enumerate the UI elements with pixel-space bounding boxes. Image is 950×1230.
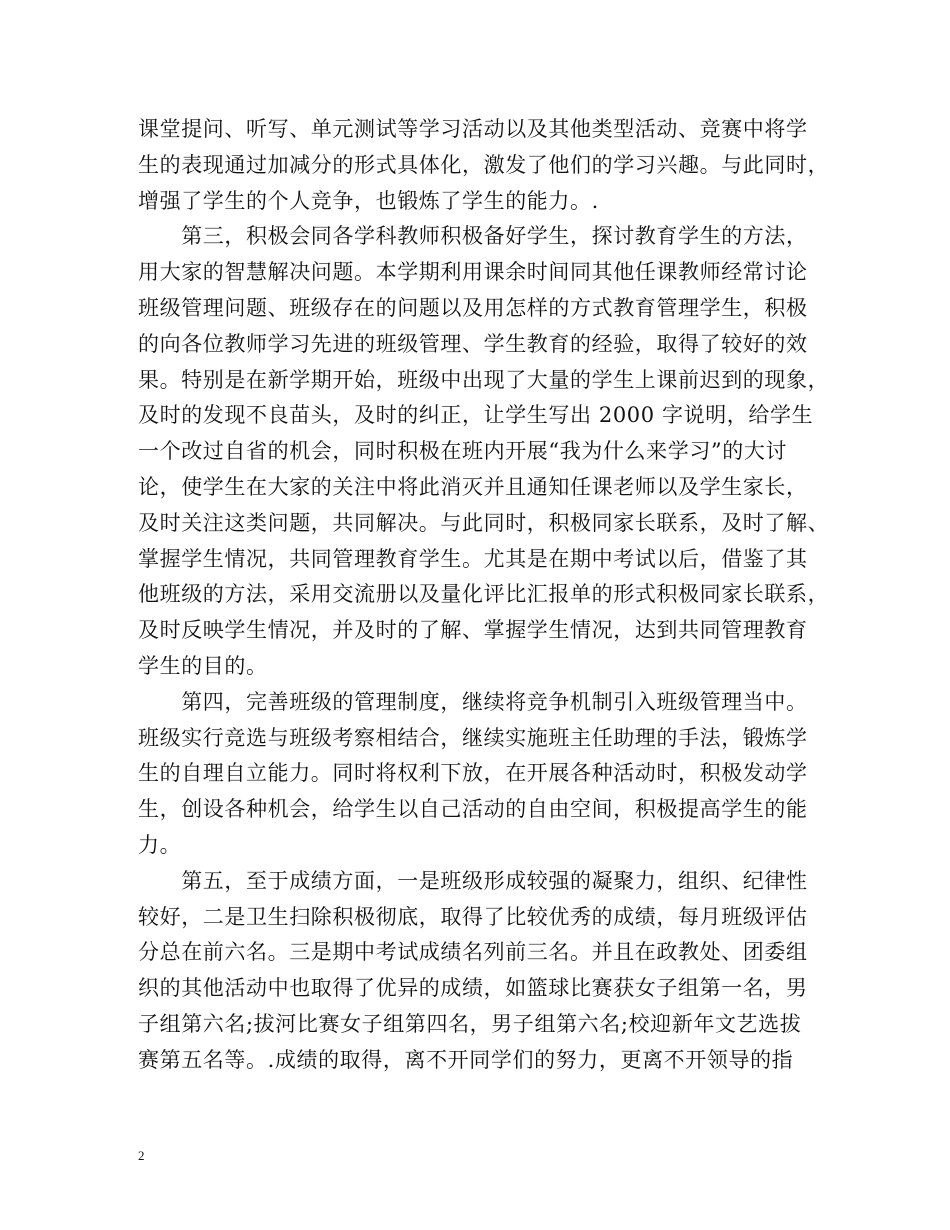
text-line: 一个改过自省的机会，同时积极在班内开展“我为什么来学习”的大讨 <box>138 439 788 464</box>
text-line: 用大家的智慧解决问题。本学期利用课余时间同其他任课教师经常讨论 <box>138 260 808 285</box>
text-line: 第四，完善班级的管理制度，继续将竞争机制引入班级管理当中。 <box>138 689 808 714</box>
text-line: 班级管理问题、班级存在的问题以及用怎样的方式教育管理学生，积极 <box>138 295 808 320</box>
text-line: 第三，积极会同各学科教师积极备好学生，探讨教育学生的方法， <box>138 224 808 249</box>
text-line: 生的表现通过加减分的形式具体化，激发了他们的学习兴趣。与此同时， <box>138 152 830 177</box>
text-line: 分总在前六名。三是期中考试成绩名列前三名。并且在政教处、团委组 <box>138 940 808 965</box>
text-line: 较好，二是卫生扫除积极彻底，取得了比较优秀的成绩，每月班级评估 <box>138 904 808 929</box>
text-line: 力。 <box>138 832 182 857</box>
text-line: 论，使学生在大家的关注中将此消灭并且通知任课老师以及学生家长， <box>138 474 808 499</box>
text-line: 增强了学生的个人竞争，也锻炼了学生的能力。. <box>138 188 599 213</box>
text-line: 织的其他活动中也取得了优异的成绩，如篮球比赛获女子组第一名，男 <box>138 976 808 1001</box>
text-line: 及时反映学生情况，并及时的了解、掌握学生情况，达到共同管理教育 <box>138 618 808 643</box>
page-number: 2 <box>138 1148 145 1163</box>
text-line: 及时关注这类问题，共同解决。与此同时，积极同家长联系，及时了解、 <box>138 510 830 535</box>
text-line: 赛第五名等。.成绩的取得，离不开同学们的努力，更离不开领导的指 <box>138 1047 794 1072</box>
text-line: 的向各位教师学习先进的班级管理、学生教育的经验，取得了较好的效 <box>138 331 808 356</box>
text-line: 掌握学生情况，共同管理教育学生。尤其是在期中考试以后，借鉴了其 <box>138 546 808 571</box>
text-line: 生，创设各种机会，给学生以自己活动的自由空间，积极提高学生的能 <box>138 797 808 822</box>
text-line: 子组第六名;拔河比赛女子组第四名，男子组第六名;校迎新年文艺选拔 <box>138 1011 802 1036</box>
text-line: 果。特别是在新学期开始，班级中出现了大量的学生上课前迟到的现象， <box>138 367 830 392</box>
text-line: 第五，至于成绩方面，一是班级形成较强的凝聚力，组织、纪律性 <box>138 868 808 893</box>
text-line: 课堂提问、听写、单元测试等学习活动以及其他类型活动、竞赛中将学 <box>138 117 808 141</box>
body-text <box>138 112 828 1079</box>
text-line: 他班级的方法，采用交流册以及量化评比汇报单的形式积极同家长联系， <box>138 582 830 607</box>
text-line: 生的自理自立能力。同时将权利下放，在开展各种活动时，积极发动学 <box>138 761 808 786</box>
text-line: 班级实行竞选与班级考察相结合，继续实施班主任助理的手法，锻炼学 <box>138 725 808 750</box>
text-line: 及时的发现不良苗头，及时的纠正，让学生写出 2000 字说明，给学生 <box>138 403 814 428</box>
text-line: 学生的目的。 <box>138 653 268 678</box>
